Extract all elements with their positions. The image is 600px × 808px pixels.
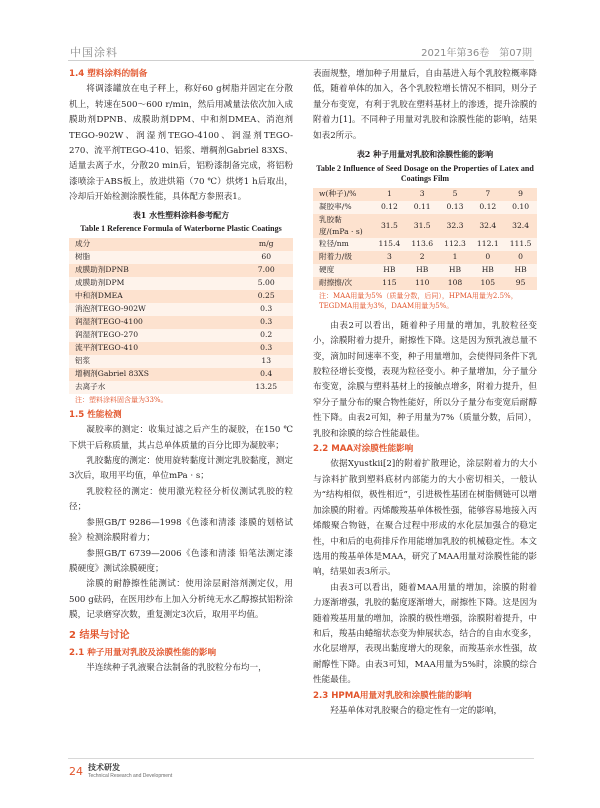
table1-row-cell: 13 (239, 355, 293, 368)
table2-row-cell: 乳胶黏度/(mPa · s) (313, 214, 373, 238)
table1-row-cell: 7.00 (239, 264, 293, 277)
table1-row-cell: 5.00 (239, 277, 293, 290)
page-number: 24 (69, 765, 83, 778)
table1-header-mass: m/g (239, 238, 293, 251)
table1-header-row (69, 238, 293, 251)
table2 (313, 188, 537, 290)
table2-row (313, 214, 537, 238)
table2-row (313, 238, 537, 251)
table2-row-cell: 113.6 (406, 238, 439, 251)
table2-row (313, 251, 537, 264)
left-column (69, 67, 293, 676)
table2-row (313, 188, 537, 201)
table2-row-cell: 0.11 (406, 201, 439, 214)
table2-row (313, 277, 537, 290)
table2-discussion: 由表2可以看出，随着种子用量的增加，乳胶粒径变小，涂膜附着力提升，耐擦性下降。这是因为预乳液总量不变，滴加时间速率不变，种子用量增加，会使得同条件下乳胶粒径增长变慢，表现为粒径变小。种子量增加，分子量分布变宽，涂膜与塑料基材上的接触点增多，附着力提升，但窄分子量分布的聚合物性能好，所以分子量分布变宽后耐醇性下降。由表2可知，种子用量为7%（质量分数，后同），乳胶和涂膜的综合性能最佳。 (313, 320, 537, 439)
table1-row-cell: 增稠剂Gabriel 83XS (69, 368, 239, 381)
table2-row-cell: 0 (471, 251, 504, 264)
table1-note: 注：塑料涂料固含量为33%。 (75, 395, 168, 404)
footer-column-name-en: Technical Research and Development (88, 773, 173, 779)
table1-row-cell: 0.4 (239, 368, 293, 381)
table1-row (69, 251, 293, 264)
section-1-5-title: 1.5 性能检测 (69, 409, 122, 420)
table2-row-cell: HB (504, 264, 537, 277)
section-1-5-para-5: 参照GB/T 6739—2006《色漆和清漆 铅笔法测定漆膜硬度》测试涂膜硬度； (69, 548, 293, 574)
table2-row-cell: 0.10 (504, 201, 537, 214)
journal-name: 中国涂料 (70, 46, 118, 59)
table2-row-cell: 112.3 (439, 238, 472, 251)
table1-header-ingredient: 成分 (69, 238, 239, 251)
table2-row-cell: 32.4 (471, 214, 504, 238)
table2-row-cell: 0.12 (373, 201, 406, 214)
section-1-5-para-4: 参照GB/T 9286—1998《色漆和清漆 漆膜的划格试验》检测涂膜附着力； (69, 517, 293, 544)
table2-row-cell: 2 (406, 251, 439, 264)
right-top-paragraph: 表面规整，增加种子用量后，自由基进入每个乳胶粒概率降低，随着单体的加入，各个乳胶粒增长情况不相同，则分子量分布变宽，有利于乳胶在塑料基材上的渗透，提升涂膜的附着力[1]。不同种子用量对乳胶和涂膜性能的影响，结果如表2所示。 (313, 69, 537, 141)
table2-caption-en: Table 2 Influence of Seed Dosage on the Properties of Latex and Coatings Film (316, 163, 534, 184)
table2-row-cell: 110 (406, 277, 439, 290)
table1-row-cell: 0.2 (239, 329, 293, 342)
table1-row-cell: 13.25 (239, 381, 293, 394)
table1-row-cell: 0.3 (239, 316, 293, 329)
table1-row-cell: 流平剂TEGO-410 (69, 342, 239, 355)
section-2-2-para-1: 依据Xyustkii[2]的附着扩散理论，涂层附着力的大小与涂料扩散到塑料底材内部能力的大小密切相关，一般认为“结构相似，极性相近”，引进极性基团在树脂侧链可以增加涂膜的附着。丙烯酸羧基单体极性强，能够容易地接入丙烯酸聚合物链，在聚合过程中形成的水化层加强合的稳定性，中和后的电荷排斥作用能增加乳胶的机械稳定性。本文选用的羧基单体是MAA，研究了MAA用量对涂膜性能的影响，结果如表3所示。 (313, 459, 537, 578)
table2-row-cell: 111.5 (504, 238, 537, 251)
section-2-title: 2 结果与讨论 (69, 629, 130, 641)
table1-row (69, 316, 293, 329)
table2-row-cell: 0 (504, 251, 537, 264)
section-1-5-para-2: 乳胶黏度的测定：使用旋转黏度计测定乳胶黏度，测定3次后，取用平均值，单位mPa · s； (69, 456, 293, 482)
table1-row-cell: 树脂 (69, 251, 239, 264)
table2-row (313, 264, 537, 277)
table1-row (69, 264, 293, 277)
section-2-2-title: 2.2 MAA对涂膜性能影响 (313, 444, 414, 455)
table2-row-cell: 108 (439, 277, 472, 290)
issue-info: 2021年第36卷 第07期 (421, 48, 532, 59)
table1-row-cell: 去离子水 (69, 381, 239, 394)
table1-row (69, 381, 293, 394)
table1-row-cell: 0.3 (239, 342, 293, 355)
table2-note: 注：MAA用量为5%（质量分数，后同），HPMA用量为2.5%，TEGDMA用量为3%，DAAM用量为5%。 (319, 291, 518, 310)
table2-row-cell: 32.4 (504, 214, 537, 238)
table2-row-cell: 31.5 (373, 214, 406, 238)
table1-row (69, 368, 293, 381)
section-2-1-para-1: 半连续种子乳液聚合法制备的乳胶粒分布均一， (86, 662, 267, 673)
table2-row-cell: 耐擦擦/次 (313, 277, 373, 290)
table2-row-cell: 112.1 (471, 238, 504, 251)
table2-row-cell: 105 (471, 277, 504, 290)
table1-row (69, 342, 293, 355)
section-2-3-title: 2.3 HPMA用量对乳胶和涂膜性能的影响 (313, 690, 472, 701)
section-1-4-title: 1.4 塑料涂料的制备 (69, 69, 148, 79)
table1-row (69, 303, 293, 316)
table2-row-cell: HB (406, 264, 439, 277)
table2-row-cell: 1 (439, 251, 472, 264)
table2-row-cell: 1 (373, 188, 406, 201)
table2-row-cell: 0.12 (471, 201, 504, 214)
section-1-5-para-1: 凝胶率的测定：收集过滤之后产生的凝胶，在150 ℃下烘干后称质量，其占总单体质量的百分比即为凝胶率； (69, 425, 293, 451)
table1-caption-en: Table 1 Reference Formula of Waterborne Plastic Coatings (80, 224, 282, 234)
table2-row-cell: HB (471, 264, 504, 277)
section-1-4-body: 将调漆罐放在电子秤上，称好60 g树脂并固定在分散机上，转速在500～600 r/min，然后用减量法依次加入成膜助剂DPNB、成膜助剂DPM、中和剂DMEA、消泡剂TEGO-902W、润湿剂TEGO-4100、润湿剂TEGO-270、流平剂TEGO-410、铝浆、增稠剂Gabriel 83XS、适量去离子水，分散20 min后，铝粉漆制备完成，将铝粉漆喷涂于ABS板上，放进烘箱（70 ℃）烘烤1 h后取出，冷却后开始检测涂膜性能，具体配方参照表1。 (69, 84, 293, 203)
table2-row-cell: 115 (373, 277, 406, 290)
table1-row-cell: 中和剂DMEA (69, 290, 239, 303)
table2-row-cell: 95 (504, 277, 537, 290)
table2-row-cell: 31.5 (406, 214, 439, 238)
table2-row-cell: 32.3 (439, 214, 472, 238)
section-2-2-para-2: 由表3可以看出，随着MAA用量的增加，涂膜的附着力逐渐增强，乳胶的黏度逐渐增大，耐擦性下降。这是因为随着羧基用量的增加，涂膜的极性增强，涂膜附着提升，中和后，羧基由蜷缩状态变为伸展状态，结合的自由水变多，水化层增厚，表现出黏度增大的现象，而羧基亲水性强，故耐醇性下降。由表3可知，MAA用量为5%时，涂膜的综合性能最佳。 (313, 582, 537, 686)
table2-row-cell: HB (373, 264, 406, 277)
table1-row-cell: 铝浆 (69, 355, 239, 368)
table2-row-cell: 5 (439, 188, 472, 201)
table2-caption-cn: 表2 种子用量对乳胶和涂膜性能的影响 (356, 149, 494, 160)
table2-row-cell: HB (439, 264, 472, 277)
right-column (313, 67, 537, 719)
table1-row-cell: 消泡剂TEGO-902W (69, 303, 239, 316)
section-1-5-para-3: 乳胶粒径的测定：使用激光粒径分析仪测试乳胶的粒径； (69, 486, 293, 513)
table2-row-cell: 3 (373, 251, 406, 264)
table1-row-cell: 0.25 (239, 290, 293, 303)
footer-column-name: 技术研发 (88, 763, 120, 772)
table1-row (69, 277, 293, 290)
table1-row (69, 329, 293, 342)
table1-row-cell: 成膜助剂DPNB (69, 264, 239, 277)
header-divider (68, 60, 534, 61)
table2-row-cell: 附着力/级 (313, 251, 373, 264)
table1-row-cell: 60 (239, 251, 293, 264)
table1-caption-cn: 表1 水性塑料涂料参考配方 (132, 209, 230, 220)
table1-row (69, 290, 293, 303)
table1 (69, 238, 293, 394)
table1-row-cell: 成膜助剂DPM (69, 277, 239, 290)
table1-row-cell: 润湿剂TEGO-270 (69, 329, 239, 342)
table2-row-cell: 凝胶率/% (313, 201, 373, 214)
table2-row-cell: 0.13 (439, 201, 472, 214)
table2-row-cell: 粒径/nm (313, 238, 373, 251)
section-1-5-para-6: 涂膜的耐静擦性能测试：使用涂层耐溶剂测定仪，用500 g砝码，在医用纱布上加入分析纯无水乙醇擦拭铝粉涂膜，记录磨穿次数，重复测定3次后，取用平均值。 (69, 579, 293, 621)
table2-row-cell: 3 (406, 188, 439, 201)
table2-row-cell: 115.4 (373, 238, 406, 251)
section-2-3-para-1: 羟基单体对乳胶聚合的稳定性有一定的影响， (330, 705, 503, 716)
table1-row (69, 355, 293, 368)
table2-row-cell: 9 (504, 188, 537, 201)
footer-divider (68, 758, 534, 759)
table2-row-cell: 7 (471, 188, 504, 201)
table2-row-cell: w(种子)/% (313, 188, 373, 201)
table2-row-cell: 硬度 (313, 264, 373, 277)
table1-row-cell: 0.3 (239, 303, 293, 316)
table1-row-cell: 润湿剂TEGO-4100 (69, 316, 239, 329)
section-2-1-title: 2.1 种子用量对乳胶及涂膜性能的影响 (69, 647, 217, 658)
table2-row (313, 201, 537, 214)
